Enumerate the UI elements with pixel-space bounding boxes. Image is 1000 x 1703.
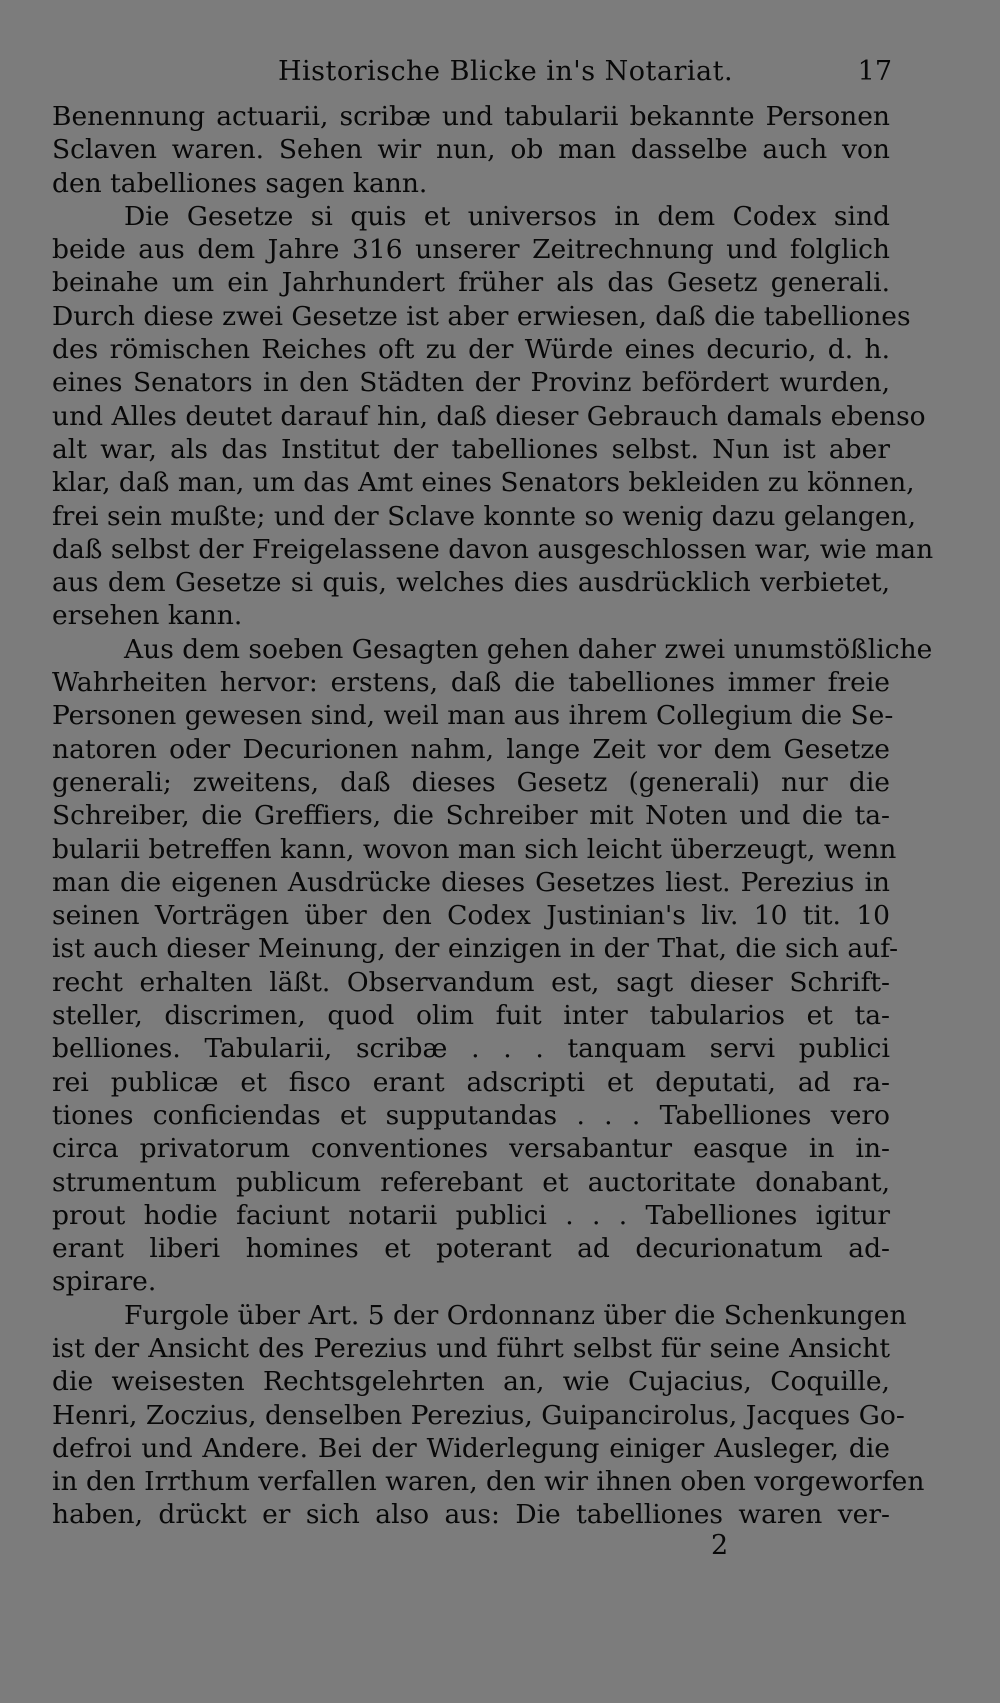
text-line: den tabelliones sagen kann. [52,167,428,199]
text-line: seinen Vorträgen über den Codex Justinian's liv. 10 tit. 10 [52,900,890,932]
text-line: tiones conficiendas et supputandas . . . Tabelliones vero [52,1099,890,1131]
text-line: rei publicæ et fisco erant adscripti et deputati, ad ra- [52,1066,890,1098]
text-line: Die Gesetze si quis et universos in dem Codex sind [124,200,890,232]
text-line: Furgole über Art. 5 der Ordonnanz über die Schenkungen [124,1299,907,1331]
text-line: Sclaven waren. Sehen wir nun, ob man dasselbe auch von [52,134,890,166]
text-line: erant liberi homines et poterant ad decurionatum ad- [52,1233,890,1265]
text-line: spirare. [52,1266,157,1298]
page-header [52,48,890,100]
text-line: beinahe um ein Jahrhundert früher als das Gesetz generali. [52,267,890,299]
text-line: haben, drückt er sich also aus: Die tabelliones waren ver- [52,1499,890,1531]
text-line: circa privatorum conventiones versabantur easque in in- [52,1133,890,1165]
text-line: aus dem Gesetze si quis, welches dies ausdrücklich verbietet, [52,567,890,599]
text-line: Durch diese zwei Gesetze ist aber erwiesen, daß die tabelliones [52,300,911,332]
text-line: natoren oder Decurionen nahm, lange Zeit vor dem Gesetze [52,733,890,765]
text-line: Wahrheiten hervor: erstens, daß die tabelliones immer freie [52,667,890,699]
text-line: belliones. Tabularii, scribæ . . . tanquam servi publici [52,1033,890,1065]
text-line: alt war, als das Institut der tabelliones selbst. Nun ist aber [52,433,890,465]
text-line: steller, discrimen, quod olim fuit inter tabularios et ta- [52,1000,890,1032]
text-line: daß selbst der Freigelassene davon ausgeschlossen war, wie man [52,533,934,565]
page-number: 17 [857,56,892,87]
text-line: eines Senators in den Städten der Provinz befördert wurden, [52,367,890,399]
text-line: Personen gewesen sind, weil man aus ihrem Collegium die Se- [52,700,894,732]
text-line: in den Irrthum verfallen waren, den wir ihnen oben vorgeworfen [52,1466,925,1498]
text-line: frei sein mußte; und der Sclave konnte so wenig dazu gelangen, [52,500,917,532]
text-line: prout hodie faciunt notarii publici . . . Tabelliones igitur [52,1199,890,1231]
text-line: Schreiber, die Greffiers, die Schreiber mit Noten und die ta- [52,800,890,832]
text-line: Benennung actuarii, scribæ und tabularii bekannte Personen [52,101,890,132]
text-line: strumentum publicum referebant et auctoritate donabant, [52,1166,890,1198]
body-text [52,100,934,1532]
text-line: die weisesten Rechtsgelehrten an, wie Cujacius, Coquille, [52,1366,890,1398]
text-line: ersehen kann. [52,600,243,632]
text-line: und Alles deutet darauf hin, daß dieser Gebrauch damals ebenso [52,400,926,432]
book-page [52,48,934,1532]
text-line: defroi und Andere. Bei der Widerlegung einiger Ausleger, die [52,1432,890,1464]
text-line: man die eigenen Ausdrücke dieses Gesetzes liest. Perezius in [52,866,890,898]
text-line: beide aus dem Jahre 316 unserer Zeitrechnung und folglich [52,234,890,266]
text-line: Henri, Zoczius, denselben Perezius, Guipancirolus, Jacques Go- [52,1399,905,1431]
text-line: recht erhalten läßt. Observandum est, sagt dieser Schrift- [52,966,890,998]
text-line: ist auch dieser Meinung, der einzigen in der That, die sich auf- [52,933,899,965]
text-line: generali; zweitens, daß dieses Gesetz (generali) nur die [52,766,890,798]
text-line: bularii betreffen kann, wovon man sich leicht überzeugt, wenn [52,833,897,865]
text-line: ist der Ansicht des Perezius und führt selbst für seine Ansicht [52,1332,890,1364]
running-title: Historische Blicke in's Notariat. [278,56,734,87]
text-line: des römischen Reiches oft zu der Würde eines decurio, d. h. [52,334,890,366]
text-line: klar, daß man, um das Amt eines Senators bekleiden zu können, [52,467,915,499]
signature-mark: 2 [711,1530,729,1561]
text-line: Aus dem soeben Gesagten gehen daher zwei unumstößliche [124,633,933,665]
